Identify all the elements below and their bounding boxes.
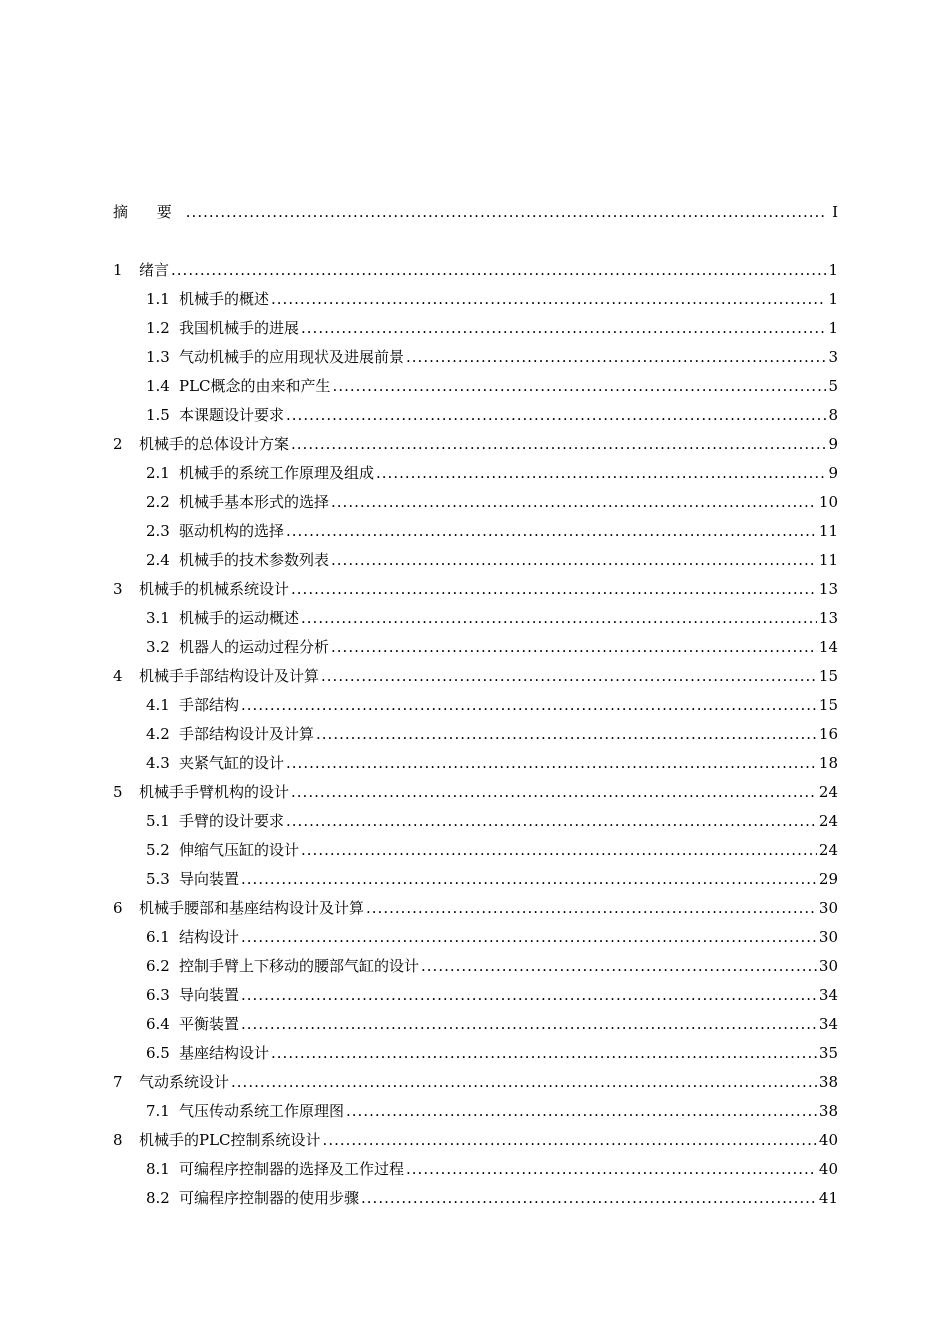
toc-section-entry[interactable] bbox=[113, 865, 838, 894]
toc-section-entry[interactable] bbox=[113, 488, 838, 517]
toc-entry-title: 气动机械手的应用现状及进展前景 bbox=[179, 348, 405, 366]
toc-leader-dots bbox=[321, 662, 817, 691]
toc-leader-dots bbox=[301, 604, 817, 633]
toc-entry-page: 24 bbox=[818, 783, 838, 801]
toc-entry-page: 3 bbox=[828, 348, 838, 366]
toc-section-entry[interactable] bbox=[113, 1097, 838, 1126]
toc-chapter-entry[interactable] bbox=[113, 1126, 838, 1155]
toc-leader-dots bbox=[333, 372, 826, 401]
toc-entry-title: 平衡装置 bbox=[179, 1015, 240, 1033]
toc-entry-page: 11 bbox=[818, 522, 838, 540]
toc-entry-number: 2.4 bbox=[146, 551, 170, 569]
toc-entry-page: 41 bbox=[818, 1189, 838, 1207]
toc-leader-dots bbox=[241, 923, 817, 952]
toc-entry-page: 40 bbox=[818, 1131, 838, 1149]
toc-leader-dots bbox=[286, 401, 826, 430]
toc-section-entry[interactable] bbox=[113, 836, 838, 865]
toc-entry-page: I bbox=[832, 203, 838, 221]
toc-entry-number: 4 bbox=[113, 667, 123, 685]
toc-section-entry[interactable] bbox=[113, 1010, 838, 1039]
toc-entry-page: 34 bbox=[818, 986, 838, 1004]
toc-leader-dots bbox=[271, 285, 826, 314]
toc-leader-dots bbox=[376, 459, 826, 488]
toc-section-entry[interactable] bbox=[113, 633, 838, 662]
toc-entry-page: 15 bbox=[818, 667, 838, 685]
toc-section-entry[interactable] bbox=[113, 807, 838, 836]
toc-leader-dots bbox=[316, 720, 817, 749]
toc-section-entry[interactable] bbox=[113, 981, 838, 1010]
toc-entry-page: 1 bbox=[828, 261, 838, 279]
toc-entry-page: 15 bbox=[818, 696, 838, 714]
toc-entry-number: 6.2 bbox=[146, 957, 170, 975]
toc-entry-number: 6.5 bbox=[146, 1044, 170, 1062]
toc-leader-dots bbox=[241, 691, 817, 720]
toc-chapter-entry[interactable] bbox=[113, 430, 838, 459]
toc-entry-number: 2.3 bbox=[146, 522, 170, 540]
toc-entry-number: 3.1 bbox=[146, 609, 170, 627]
toc-section-entry[interactable] bbox=[113, 459, 838, 488]
toc-section-entry[interactable] bbox=[113, 1155, 838, 1184]
toc-leader-dots bbox=[291, 778, 817, 807]
toc-entry-title: 机械手的机械系统设计 bbox=[139, 580, 290, 598]
toc-section-entry[interactable] bbox=[113, 604, 838, 633]
toc-entry-title: 本课题设计要求 bbox=[179, 406, 285, 424]
toc-entry-title: 机械手腰部和基座结构设计及计算 bbox=[139, 899, 365, 917]
toc-entry-number: 2 bbox=[113, 435, 123, 453]
toc-entry-title: 导向装置 bbox=[179, 870, 240, 888]
toc-entry-page: 35 bbox=[818, 1044, 838, 1062]
toc-entry-title: 机械手的PLC控制系统设计 bbox=[139, 1131, 321, 1149]
table-of-contents bbox=[113, 198, 838, 1213]
toc-entry-page: 29 bbox=[818, 870, 838, 888]
toc-entry-title: 机械手基本形式的选择 bbox=[179, 493, 330, 511]
toc-entry-page: 13 bbox=[818, 580, 838, 598]
toc-leader-dots bbox=[291, 575, 817, 604]
toc-entry-number: 2.1 bbox=[146, 464, 170, 482]
toc-leader-dots bbox=[286, 807, 817, 836]
toc-entry-number: 3 bbox=[113, 580, 123, 598]
toc-section-entry[interactable] bbox=[113, 285, 838, 314]
toc-entry-number: 1.2 bbox=[146, 319, 170, 337]
toc-entry-page: 38 bbox=[818, 1073, 838, 1091]
toc-entry-title: 夹紧气缸的设计 bbox=[179, 754, 285, 772]
toc-entry-page: 24 bbox=[818, 812, 838, 830]
toc-entry-number: 4.1 bbox=[146, 696, 170, 714]
toc-entry-page: 13 bbox=[818, 609, 838, 627]
toc-section-entry[interactable] bbox=[113, 749, 838, 778]
toc-leader-dots bbox=[291, 430, 826, 459]
toc-leader-dots bbox=[271, 1039, 817, 1068]
toc-entry-number: 8 bbox=[113, 1131, 123, 1149]
toc-entry-page: 18 bbox=[818, 754, 838, 772]
toc-entry-number: 7.1 bbox=[146, 1102, 170, 1120]
toc-leader-dots bbox=[301, 314, 826, 343]
toc-entry-page: 34 bbox=[818, 1015, 838, 1033]
toc-entry-page: 9 bbox=[828, 464, 838, 482]
toc-leader-dots bbox=[421, 952, 817, 981]
toc-entry-title: 机械手手臂机构的设计 bbox=[139, 783, 290, 801]
toc-entry-page: 9 bbox=[828, 435, 838, 453]
toc-entry-title: 气动系统设计 bbox=[139, 1073, 230, 1091]
toc-chapter-entry[interactable] bbox=[113, 894, 838, 923]
toc-entry-number: 6.4 bbox=[146, 1015, 170, 1033]
toc-chapter-entry[interactable] bbox=[113, 778, 838, 807]
toc-section-entry[interactable] bbox=[113, 546, 838, 575]
toc-section-entry[interactable] bbox=[113, 691, 838, 720]
toc-leader-dots bbox=[186, 198, 826, 227]
toc-entry-page: 1 bbox=[828, 290, 838, 308]
toc-entry-number: 6.3 bbox=[146, 986, 170, 1004]
toc-entry-title: 控制手臂上下移动的腰部气缸的设计 bbox=[179, 957, 420, 975]
toc-section-entry[interactable] bbox=[113, 720, 838, 749]
toc-leader-dots bbox=[323, 1126, 817, 1155]
toc-leader-dots bbox=[331, 546, 817, 575]
toc-leader-dots bbox=[241, 1010, 817, 1039]
toc-entry-title: 气压传动系统工作原理图 bbox=[179, 1102, 345, 1120]
toc-entry-page: 40 bbox=[818, 1160, 838, 1178]
toc-chapter-entry[interactable] bbox=[113, 1068, 838, 1097]
toc-entry-title: 机器人的运动过程分析 bbox=[179, 638, 330, 656]
toc-entry-page: 5 bbox=[828, 377, 838, 395]
toc-entry-number: 1 bbox=[113, 261, 123, 279]
toc-entry-abstract[interactable] bbox=[113, 198, 838, 227]
toc-entry-page: 24 bbox=[818, 841, 838, 859]
toc-entry-page: 16 bbox=[818, 725, 838, 743]
toc-leader-dots bbox=[331, 488, 817, 517]
toc-entry-number: 7 bbox=[113, 1073, 123, 1091]
toc-entry-page: 14 bbox=[818, 638, 838, 656]
toc-entry-title: 机械手的概述 bbox=[179, 290, 270, 308]
toc-entry-title: 基座结构设计 bbox=[179, 1044, 270, 1062]
toc-entry-page: 11 bbox=[818, 551, 838, 569]
toc-entry-number: 5 bbox=[113, 783, 123, 801]
toc-section-entry[interactable] bbox=[113, 1184, 838, 1213]
toc-entry-title: 机械手手部结构设计及计算 bbox=[139, 667, 320, 685]
toc-entry-number: 1.3 bbox=[146, 348, 170, 366]
toc-leader-dots bbox=[346, 1097, 817, 1126]
toc-section-entry[interactable] bbox=[113, 952, 838, 981]
toc-entry-title: 机械手的运动概述 bbox=[179, 609, 300, 627]
toc-leader-dots bbox=[241, 865, 817, 894]
toc-chapter-entry[interactable] bbox=[113, 256, 838, 285]
toc-entry-title: 绪言 bbox=[139, 261, 170, 279]
toc-section-entry[interactable] bbox=[113, 1039, 838, 1068]
toc-entry-title: 导向装置 bbox=[179, 986, 240, 1004]
toc-leader-dots bbox=[231, 1068, 817, 1097]
toc-leader-dots bbox=[406, 343, 826, 372]
toc-entry-number: 1.5 bbox=[146, 406, 170, 424]
toc-section-entry[interactable] bbox=[113, 343, 838, 372]
toc-entry-number: 5.2 bbox=[146, 841, 170, 859]
toc-chapter-entry[interactable] bbox=[113, 575, 838, 604]
toc-section-entry[interactable] bbox=[113, 923, 838, 952]
toc-entry-number: 8.1 bbox=[146, 1160, 170, 1178]
toc-entry-title: 可编程序控制器的使用步骤 bbox=[179, 1189, 360, 1207]
toc-entry-page: 38 bbox=[818, 1102, 838, 1120]
toc-entry-number: 1.4 bbox=[146, 377, 170, 395]
toc-entry-number: 4.2 bbox=[146, 725, 170, 743]
toc-entry-title: 伸缩气压缸的设计 bbox=[179, 841, 300, 859]
toc-leader-dots bbox=[406, 1155, 817, 1184]
toc-entry-title: 机械手的技术参数列表 bbox=[179, 551, 330, 569]
toc-entry-title: PLC概念的由来和产生 bbox=[179, 377, 331, 395]
toc-entry-number: 6.1 bbox=[146, 928, 170, 946]
toc-entry-page: 30 bbox=[818, 899, 838, 917]
toc-entry-page: 8 bbox=[828, 406, 838, 424]
toc-leader-dots bbox=[331, 633, 817, 662]
toc-section-entry[interactable] bbox=[113, 401, 838, 430]
toc-entry-title: 机械手的系统工作原理及组成 bbox=[179, 464, 375, 482]
toc-leader-dots bbox=[366, 894, 817, 923]
toc-entry-number: 6 bbox=[113, 899, 123, 917]
toc-list bbox=[113, 256, 838, 1213]
toc-entry-page: 30 bbox=[818, 957, 838, 975]
toc-chapter-entry[interactable] bbox=[113, 662, 838, 691]
toc-section-entry[interactable] bbox=[113, 517, 838, 546]
toc-entry-number: 3.2 bbox=[146, 638, 170, 656]
toc-entry-number: 2.2 bbox=[146, 493, 170, 511]
toc-entry-page: 30 bbox=[818, 928, 838, 946]
toc-entry-title: 摘 要 bbox=[113, 203, 184, 221]
toc-entry-title: 驱动机构的选择 bbox=[179, 522, 285, 540]
toc-leader-dots bbox=[286, 749, 817, 778]
toc-leader-dots bbox=[171, 256, 826, 285]
toc-entry-page: 1 bbox=[828, 319, 838, 337]
toc-entry-page: 10 bbox=[818, 493, 838, 511]
toc-entry-number: 5.3 bbox=[146, 870, 170, 888]
toc-section-entry[interactable] bbox=[113, 372, 838, 401]
toc-entry-title: 手部结构设计及计算 bbox=[179, 725, 315, 743]
toc-entry-title: 我国机械手的进展 bbox=[179, 319, 300, 337]
toc-entry-title: 手部结构 bbox=[179, 696, 240, 714]
toc-entry-number: 5.1 bbox=[146, 812, 170, 830]
toc-leader-dots bbox=[241, 981, 817, 1010]
toc-leader-dots bbox=[361, 1184, 817, 1213]
toc-entry-number: 4.3 bbox=[146, 754, 170, 772]
toc-leader-dots bbox=[286, 517, 817, 546]
toc-entry-number: 8.2 bbox=[146, 1189, 170, 1207]
toc-entry-title: 手臂的设计要求 bbox=[179, 812, 285, 830]
toc-entry-number: 1.1 bbox=[146, 290, 170, 308]
toc-section-entry[interactable] bbox=[113, 314, 838, 343]
toc-entry-title: 机械手的总体设计方案 bbox=[139, 435, 290, 453]
toc-entry-title: 结构设计 bbox=[179, 928, 240, 946]
toc-leader-dots bbox=[301, 836, 817, 865]
toc-entry-title: 可编程序控制器的选择及工作过程 bbox=[179, 1160, 405, 1178]
